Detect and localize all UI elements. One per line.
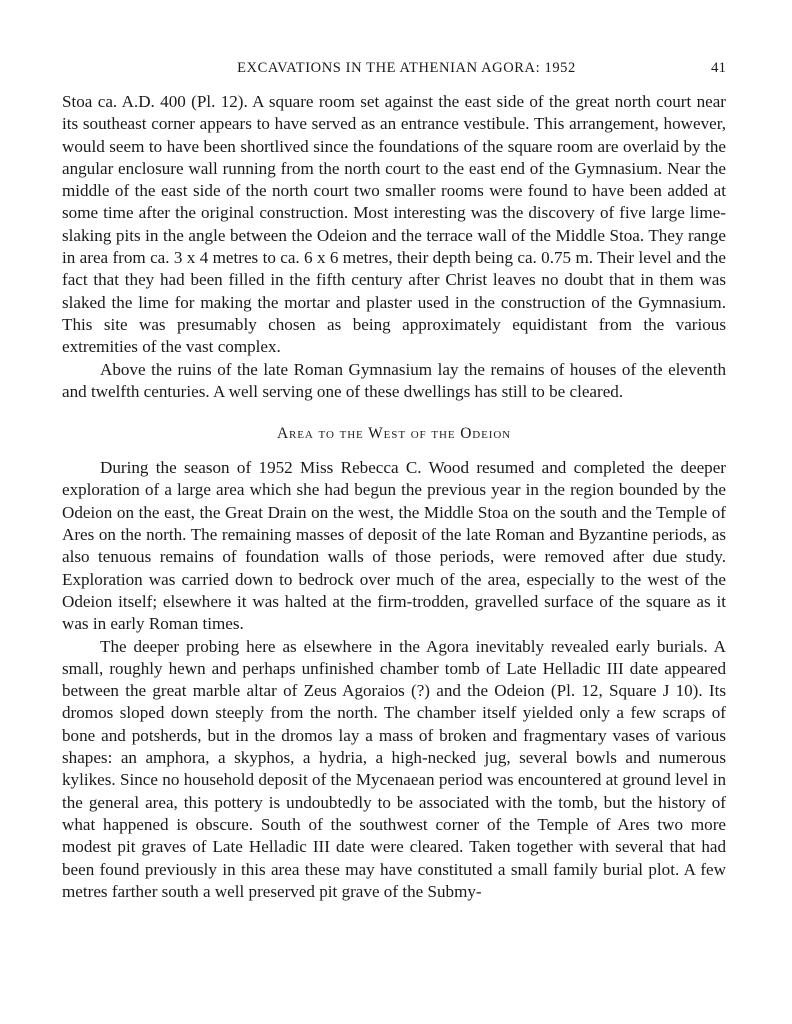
- paragraph-season-1952: During the season of 1952 Miss Rebecca C. Wood resumed and completed the deeper exploration of a large area which she had begun the previous year in the region bounded by the Odeion on the east, the Great Drain on the west, the Middle Stoa on the south and the Temple of Ares on the north. The remaining masses of deposit of the late Roman and Byzantine periods, as also tenuous remains of foundation walls of those periods, were removed after due study. Exploration was carried down to bedrock over much of the area, especially to the west of the Odeion itself; elsewhere it was halted at the firm-trodden, gravelled surface of the square as it was in early Roman times.: [62, 458, 726, 634]
- paragraph-continuation: Stoa ca. A.D. 400 (Pl. 12). A square room set against the east side of the great north court near its southeast corner appears to have served as an entrance vestibule. This arrangement, however, would seem to have been shortlived since the foundations of the square room are overlaid by the angular enclosure wall running from the north court to the east end of the Gymnasium. Near the middle of the east side of the north court two smaller rooms were found to have been added at some time after the original construction. Most interesting was the discovery of five large lime-slaking pits in the angle between the Odeion and the terrace wall of the Middle Stoa. They range in area from ca. 3 x 4 metres to ca. 6 x 6 metres, their depth being ca. 0.75 m. Their level and the fact that they had been filled in the fifth century after Christ leaves no doubt that in them was slaked the lime for making the mortar and plaster used in the construction of the Gymnasium. This site was presumably chosen as being approximately equidistant from the various extremities of the vast complex.: [62, 92, 726, 357]
- running-title: EXCAVATIONS IN THE ATHENIAN AGORA: 1952: [237, 60, 576, 76]
- paragraph-medieval-houses: Above the ruins of the late Roman Gymnasium lay the remains of houses of the eleventh and twelfth centuries. A well serving one of these dwellings has still to be cleared.: [62, 359, 726, 401]
- paragraph-burials: The deeper probing here as elsewhere in the Agora inevitably revealed early burials. A small, roughly hewn and perhaps unfinished chamber tomb of Late Helladic III date appeared between the great marble altar of Zeus Agoraios (?) and the Odeion (Pl. 12, Square J 10). Its dromos sloped down steeply from the north. The chamber itself yielded only a few scraps of bone and potsherds, but in the dromos lay a mass of broken and fragmentary vases of various shapes: an amphora, a skyphos, a hydria, a high-necked jug, several bowls and numerous kylikes. Since no household deposit of the Mycenaean period was encountered at ground level in the general area, this pottery is undoubtedly to be associated with the tomb, but the history of what happened is obscure. South of the southwest corner of the Temple of Ares two more modest pit graves of Late Helladic III date were cleared. Taken together with several that had been found previously in this area these may have constituted a small family burial plot. A few metres farther south a well preserved pit grave of the Submy-: [62, 636, 726, 901]
- section-heading: Area to the West of the Odeion: [276, 425, 512, 443]
- page: [62, 60, 726, 903]
- running-header: [62, 60, 726, 77]
- page-number: 41: [711, 60, 726, 76]
